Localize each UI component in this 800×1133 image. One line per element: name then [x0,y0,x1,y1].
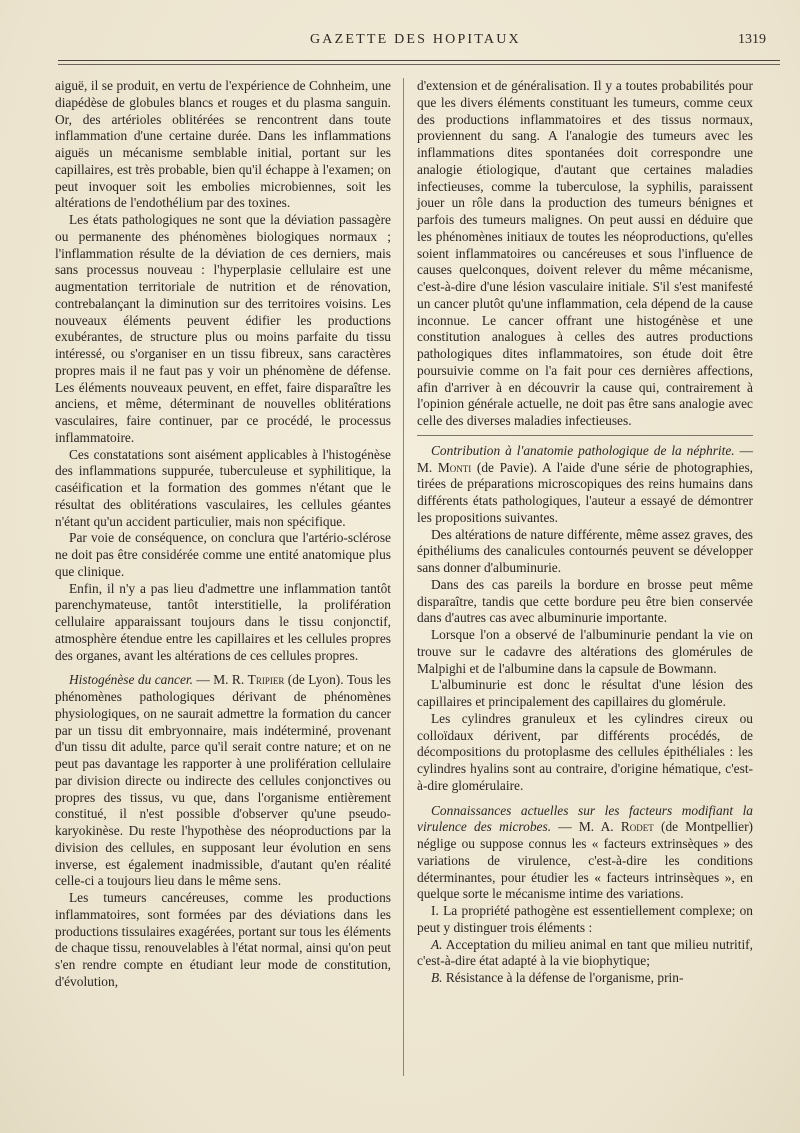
paragraph: I. La propriété pathogène est essentiellement complexe; on peut y distinguer trois éléments : [417,903,753,935]
section-paragraph [417,803,753,904]
header-rule-secondary [58,64,780,65]
author-affiliation: (de Montpellier) [653,819,753,835]
list-item [417,937,753,971]
section-title: Connaissances actuelles sur les facteurs modifiant la virulence des microbes. [417,802,753,835]
paragraph: Des altérations de nature différente, même assez graves, des épithéliums des canalicules contournés peuvent se développer sans donner d'albuminurie. [417,526,753,575]
list-text: Acceptation du milieu animal en tant que milieu nutritif, c'est-à-dire état adapté à la vie biophytique; [417,936,753,969]
section-dash: — M. [417,442,753,475]
author-affiliation: (de Pavie). [471,459,538,475]
column-divider [403,78,404,1076]
author-name: Rodet [620,819,654,835]
section-title: Histogénèse du cancer. [69,672,193,688]
paragraph: Enfin, il n'y a pas lieu d'admettre une inflammation tantôt parenchymateuse, tantôt interstitielle, la prolifération cellulaire apparaissant toujours dans le tissu conjonctif, atmosphère étendue entre les capillaires et les cellules propres des organes, avant les altérations de ces cellules propres. [55,580,391,663]
paragraph: Lorsque l'on a observé de l'albuminurie pendant la vie on trouve sur le cadavre des altérations des glomérules de Malpighi et de l'albumine dans la capsule de Bowmann. [417,627,753,676]
right-column [417,78,753,987]
list-label: B. [431,970,443,985]
paragraph: Les cylindres granuleux et les cylindres cireux ou colloïdaux dérivent, par différents procédés, de décompositions du protoplasme des cellules épithéliales : les cylindres hyalins sont au contraire, d'origine hématique, c'est-à-dire glomérulaire. [417,710,753,793]
paragraph: Ces constatations sont aisément applicables à l'histogénèse des inflammations suppurée, tuberculeuse et syphilitique, la caséification et la formation des gommes n'étant que le résultat des oblitérations vasculaires, les cellules géantes n'étant qu'un accident particulier, mais non spécifique. [55,446,391,529]
section-body: A l'aide d'une série de photographies, tirées de préparations microscopiques des reins humains dans différents états pathologiques, l'auteur a essayé de démontrer les propositions suivantes. [417,459,754,525]
journal-title: GAZETTE DES HOPITAUX [310,32,521,47]
running-head [0,26,800,60]
paragraph: L'albuminurie est donc le résultat d'une lésion des capillaires et principalement des capillaires du glomérule. [417,677,753,709]
section-title: Contribution à l'anatomie pathologique de la néphrite. [431,442,735,458]
author-name: Tripier [247,672,285,688]
section-dash: — M. A. [551,819,621,835]
paragraph: Les tumeurs cancéreuses, comme les productions inflammatoires, sont formées par des déviations dans les productions tissulaires exagérées, portant sur tous les éléments de chaque tissu, renouvelables à l'état normal, ainsi qu'on peut s'en rendre compte en étudiant leur mode de constitution, d'évolution, [55,890,391,989]
paragraph: Les états pathologiques ne sont que la déviation passagère ou permanente des phénomènes biologiques normaux ; l'inflammation résulte de la déviation de ces derniers, mais sans processus nouveau : l'hyperplasie cellulaire est une augmentation territoriale de nutrition et de rénovation, contrebalançant la diminution sur des territoires voisins. Les nouveaux éléments peuvent édifier les productions exubérantes, de structure plus ou moins parfaite du tissu intéressé, ou s'organiser en un tissu fibreux, sans caractères propres mais il ne faut pas y voir un phénomène de défense. Les éléments nouveaux peuvent, en effet, faire disparaître les anciens, et même, déterminant de nouvelles oblitérations vasculaires, faire continuer, par ce procédé, le processus inflammatoire. [55,212,391,445]
paragraph: Par voie de conséquence, on conclura que l'artério-sclérose ne doit pas être considérée comme une entité anatomique plus que clinique. [55,530,391,579]
page-number: 1319 [738,32,766,47]
paragraph: d'extension et de généralisation. Il y a toutes probabilités pour que les divers éléments constituant les tumeurs, comme ceux des productions inflammatoires et des tissus normaux, proviennent du sang. A l'analogie des tumeurs avec les inflammations dites spontanées doit correspondre une analogie étiologique, d'autant que certaines maladies infectieuses, comme la tuberculose, la syphilis, paraissent jouer un rôle dans la production des tumeurs bénignes et parfois des tumeurs malignes. On peut aussi en déduire que les phénomènes initiaux de toutes les néoproductions, qu'elles soient inflammatoires ou cancéreuses et sous l'influence de causes quelconques, doivent relever du même mécanisme, c'est-à-dire d'une lésion vasculaire initiale. S'il s'est manifesté un cancer plutôt qu'une inflammation, cela dépend de la cause inconnue. Le cancer offrant une histogénèse et une constitution analogues à celles des autres productions pathologiques dites inflammatoires, son étude doit être poursuivie comme on l'a fait pour ces dernières affections, afin d'arriver à en découvrir la cause qui, contrairement à l'opinion générale actuelle, ne doit pas être sans analogie avec celle des diverses maladies infectieuses. [417,78,753,428]
list-text: Résistance à la défense de l'organisme, prin- [442,970,684,985]
section-rule [417,435,753,436]
list-item [417,970,753,987]
section-body: néglige ou suppose connus les « facteurs extrinsèques » des variations de virulence, c'est-à-dire les conditions déterminantes, pour étudier les « facteurs intrinsèques », en quelque sorte le mécanisme intime des variations. [417,836,753,902]
section-dash: — M. R. [193,672,248,688]
author-affiliation: (de Lyon). [284,672,344,688]
paragraph: aiguë, il se produit, en vertu de l'expérience de Cohnheim, une diapédèse de globules blancs et rouges et du plasma sanguin. Or, des artérioles oblitérées se rencontrent dans toute inflammation d'une certaine durée. Dans les inflammations aiguës un mécanisme semblable initial, portant sur les capillaires, est très probable, bien qu'il échappe à l'examen; on peut invoquer soit les embolies microbiennes, soit les altérations de l'endothélium par des toxines. [55,78,391,211]
section-paragraph [417,443,753,527]
left-column [55,78,391,991]
section-body: Tous les phénomènes pathologiques dérivant de phénomènes physiologiques, on ne saurait admettre la formation du cancer par un tissu dit embryonnaire, mais indéterminé, provenant d'un tissu dit adulte, parce qu'il serait contre nature; et on ne peut pas davantage les rapporter à une prolifération cellulaire par division directe ou indirecte des cellules conjonctives ou propres des tissus, vu que, dans l'organisme entièrement constitué, il n'est possible d'observer qu'une pseudo-karyokinèse. Du reste l'hypothèse des néoproductions par la division des cellules, en supposant leur évolution en sens inverse, est également inadmissible, d'autant qu'en réalité celle-ci a toujours lieu dans le même sens. [55,672,391,889]
list-label: A. [431,936,443,952]
author-name: Monti [437,459,472,475]
section-paragraph [55,672,391,890]
header-rule [58,60,780,61]
paragraph: Dans des cas pareils la bordure en brosse peut même disparaître, tandis que cette bordure peu être bien conservée dans d'autres cas avec albuminurie importante. [417,576,753,626]
